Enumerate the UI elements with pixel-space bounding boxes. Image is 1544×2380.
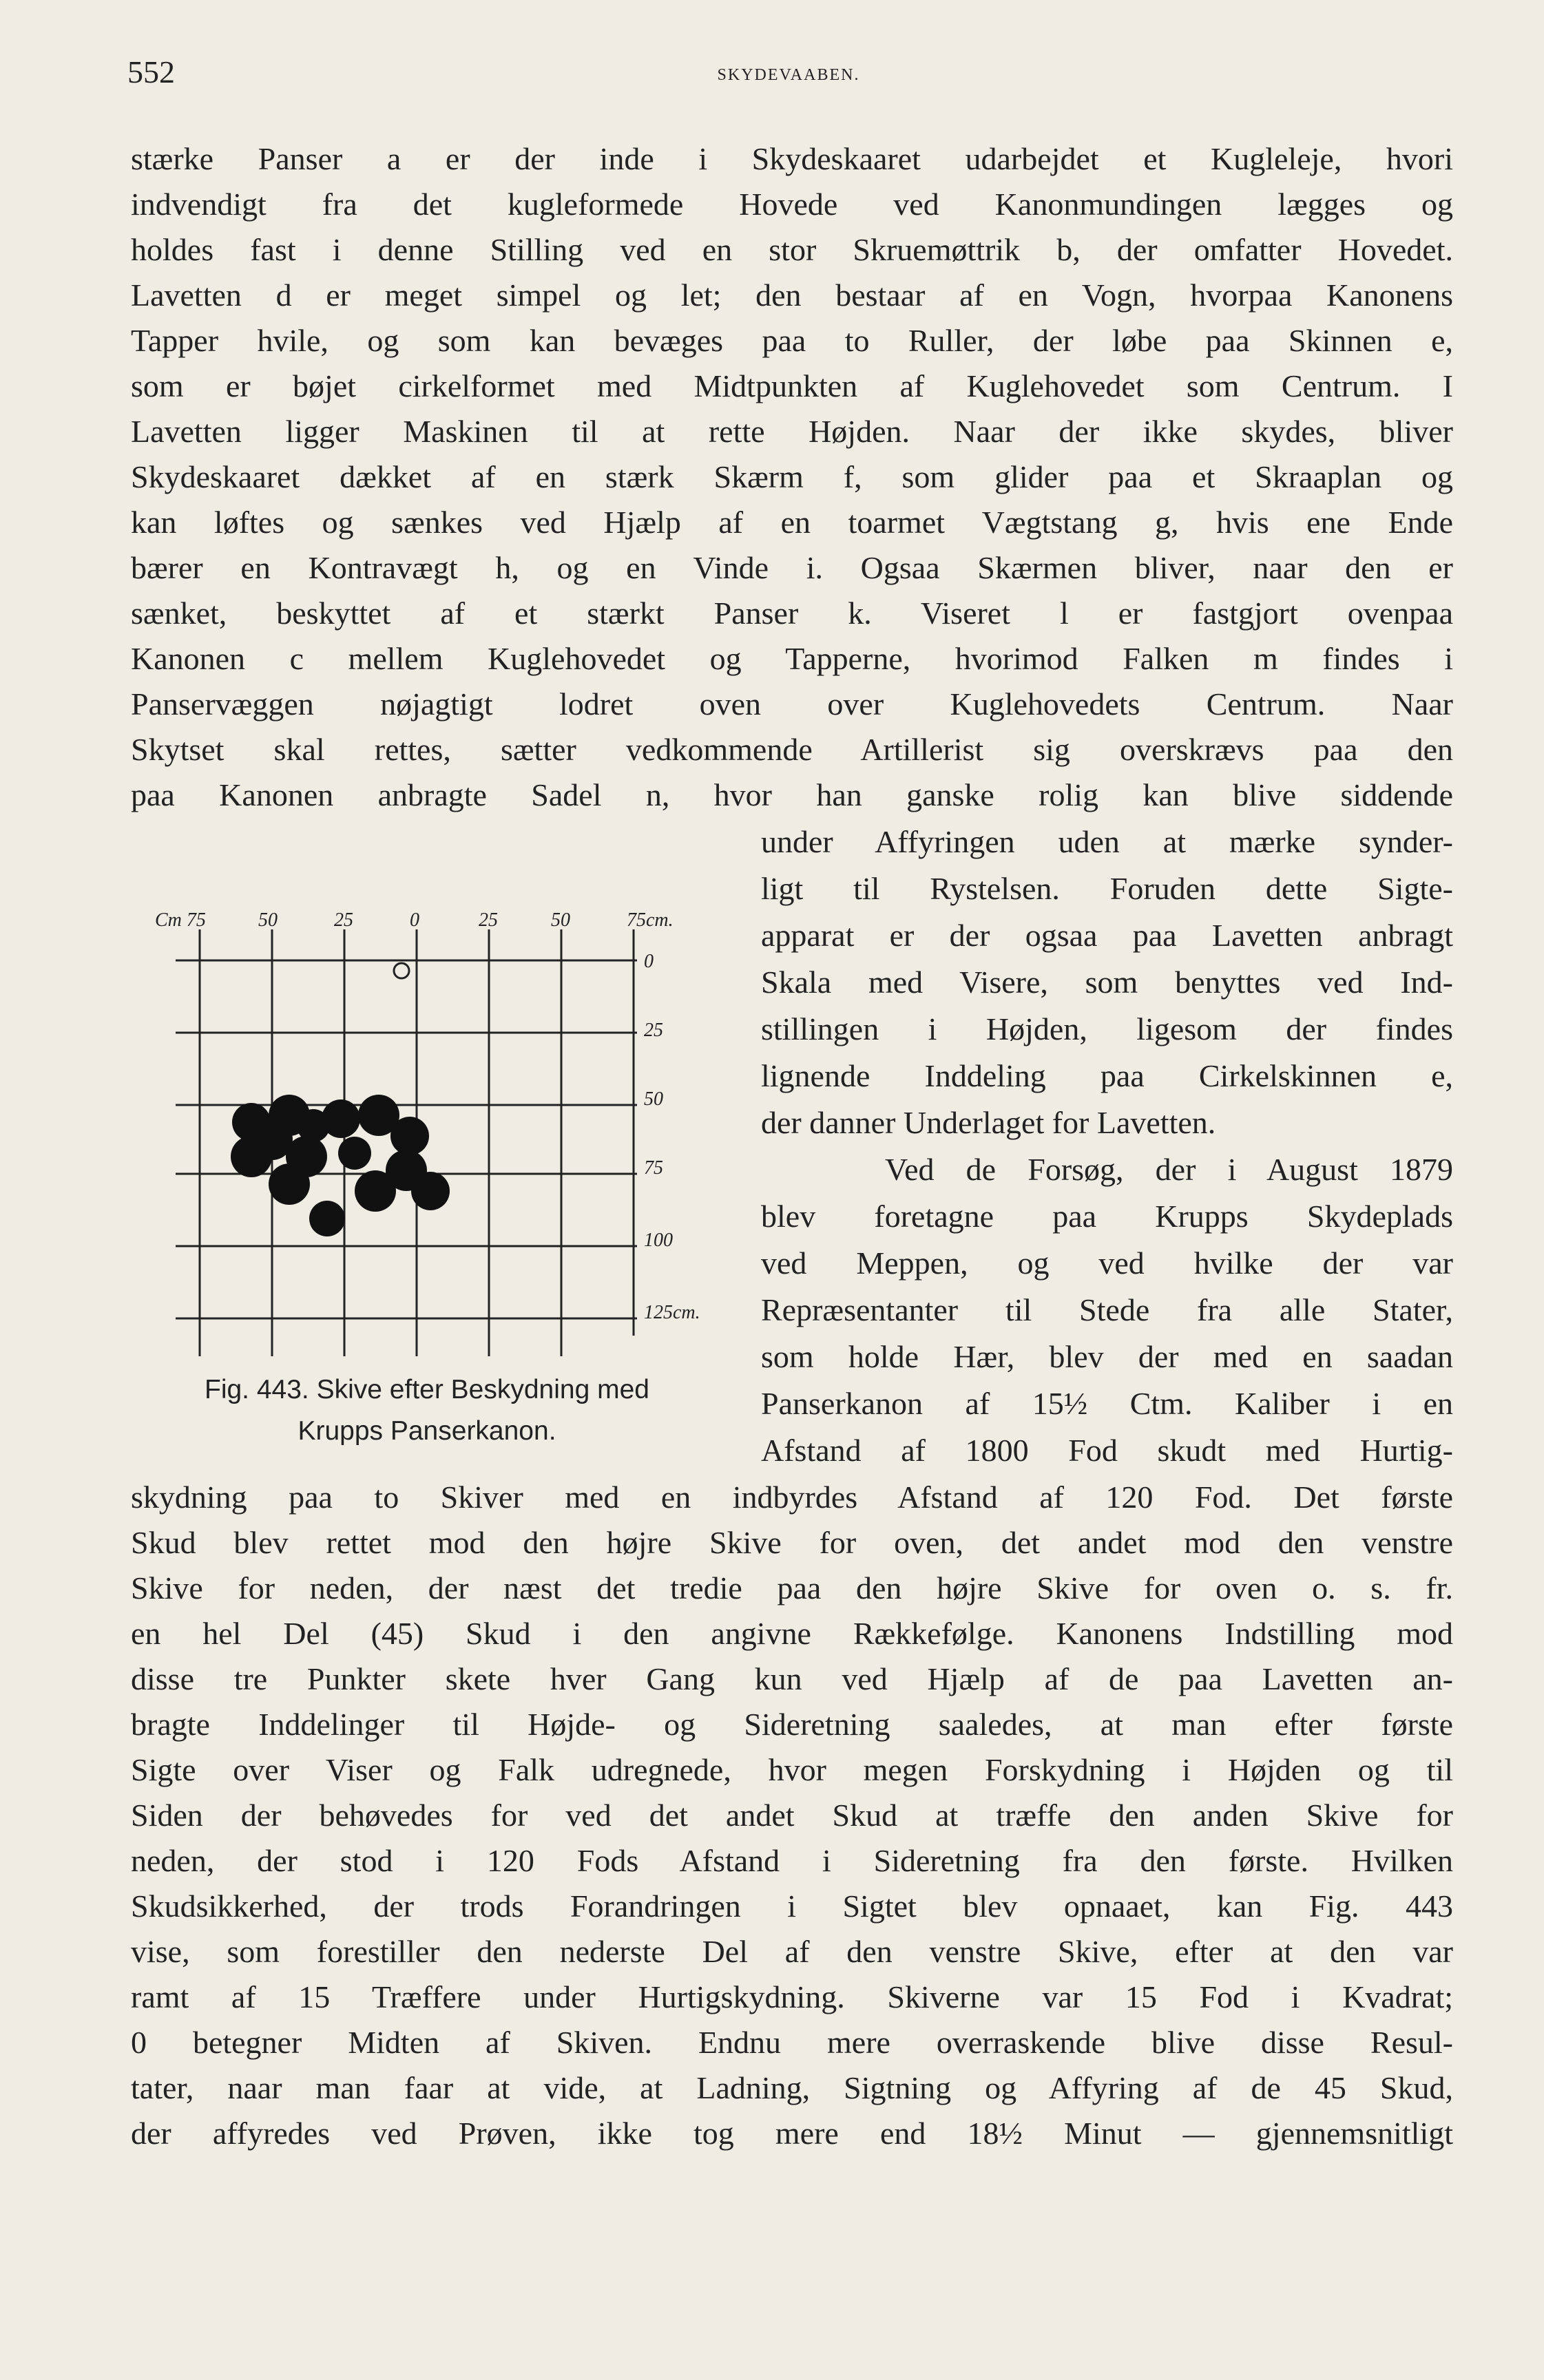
- text-line: stærke Panser a er der inde i Skydeskaaret udarbejdet et Kugleleje, hvori: [131, 141, 1453, 176]
- text-line: kan løftes og sænkes ved Hjælp af en toarmet Vægtstang g, hvis ene Ende: [131, 505, 1453, 540]
- text-line: en hel Del (45) Skud i den angivne Rækkefølge. Kanonens Indstilling mod: [131, 1616, 1453, 1651]
- figure-caption: Fig. 443. Skive efter Beskydning med: [205, 1375, 649, 1404]
- text-line: Skydeskaaret dækket af en stærk Skærm f, som glider paa et Skraaplan og: [131, 459, 1453, 494]
- text-line: Tapper hvile, og som kan bevæges paa to Ruller, der løbe paa Skinnen e,: [131, 323, 1453, 358]
- text-line: Repræsentanter til Stede fra alle Stater,: [761, 1292, 1453, 1327]
- axis-label: 50: [551, 909, 570, 931]
- text-line: indvendigt fra det kugleformede Hovede ved Kanonmundingen lægges og: [131, 187, 1453, 222]
- axis-label: 0: [410, 909, 419, 931]
- target-grid: [134, 888, 740, 1370]
- axis-label: 100: [644, 1230, 673, 1251]
- text-line: blev foretagne paa Krupps Skydeplads: [761, 1199, 1453, 1234]
- text-line: under Affyringen uden at mærke synder-: [761, 824, 1453, 859]
- axis-label: 75: [644, 1157, 663, 1179]
- text-line: Siden der behøvedes for ved det andet Skud at træffe den anden Skive for: [131, 1798, 1453, 1833]
- text-line: Afstand af 1800 Fod skudt med Hurtig-: [761, 1433, 1453, 1468]
- axis-label: 25: [644, 1020, 663, 1041]
- text-line: bragte Inddelinger til Højde- og Sideretning saaledes, at man efter første: [131, 1707, 1453, 1742]
- running-head: SKYDEVAABEN.: [717, 66, 860, 84]
- axis-label: Cm 75: [155, 909, 206, 931]
- text-line: der affyredes ved Prøven, ikke tog mere end 18½ Minut — gjennemsnitligt: [131, 2116, 1453, 2151]
- text-line: ramt af 15 Træffere under Hurtigskydning. Skiverne var 15 Fod i Kvadrat;: [131, 1979, 1453, 2014]
- text-line: Panservæggen nøjagtigt lodret oven over Kuglehovedets Centrum. Naar: [131, 686, 1453, 722]
- text-line: Ved de Forsøg, der i August 1879: [885, 1152, 1453, 1187]
- text-line: som holde Hær, blev der med en saadan: [761, 1339, 1453, 1374]
- text-line: lignende Inddeling paa Cirkelskinnen e,: [761, 1058, 1453, 1093]
- text-line: 0 betegner Midten af Skiven. Endnu mere overraskende blive disse Resul-: [131, 2025, 1453, 2060]
- text-line: Skud blev rettet mod den højre Skive for oven, det andet mod den venstre: [131, 1525, 1453, 1560]
- text-line: Skudsikkerhed, der trods Forandringen i Sigtet blev opnaaet, kan Fig. 443: [131, 1888, 1453, 1924]
- text-line: ligt til Rystelsen. Foruden dette Sigte-: [761, 871, 1453, 906]
- figure-caption: Krupps Panserkanon.: [298, 1416, 556, 1446]
- text-line: Sigte over Viser og Falk udregnede, hvor megen Forskydning i Højden og til: [131, 1752, 1453, 1787]
- text-line: holdes fast i denne Stilling ved en stor Skruemøttrik b, der omfatter Hovedet.: [131, 232, 1453, 267]
- text-line: tater, naar man faar at vide, at Ladning, Sigtning og Affyring af de 45 Skud,: [131, 2070, 1453, 2105]
- text-line: vise, som forestiller den nederste Del af den venstre Skive, efter at den var: [131, 1934, 1453, 1969]
- text-line: Skive for neden, der næst det tredie paa den højre Skive for oven o. s. fr.: [131, 1570, 1453, 1605]
- text-line: Panserkanon af 15½ Ctm. Kaliber i en: [761, 1386, 1453, 1421]
- axis-label: 50: [258, 909, 278, 931]
- text-line: skydning paa to Skiver med en indbyrdes Afstand af 120 Fod. Det første: [131, 1479, 1453, 1515]
- text-line: apparat er der ogsaa paa Lavetten anbragt: [761, 918, 1453, 953]
- text-line: ved Meppen, og ved hvilke der var: [761, 1245, 1453, 1281]
- text-line: neden, der stod i 120 Fods Afstand i Sideretning fra den første. Hvilken: [131, 1843, 1453, 1878]
- target-figure: [134, 888, 740, 1439]
- axis-label: 25: [479, 909, 498, 931]
- page-number: 552: [127, 54, 175, 89]
- page-header: [127, 54, 1450, 102]
- text-line: bærer en Kontravægt h, og en Vinde i. Ogsaa Skærmen bliver, naar den er: [131, 550, 1453, 585]
- text-line: sænket, beskyttet af et stærkt Panser k. Viseret l er fastgjort ovenpaa: [131, 596, 1453, 631]
- axis-label: 50: [644, 1088, 663, 1110]
- axis-label: 125cm.: [644, 1302, 700, 1323]
- text-line: Lavetten ligger Maskinen til at rette Højden. Naar der ikke skydes, bliver: [131, 414, 1453, 449]
- text-line: Lavetten d er meget simpel og let; den bestaar af en Vogn, hvorpaa Kanonens: [131, 277, 1453, 313]
- axis-label: 75cm.: [627, 909, 674, 931]
- text-line: disse tre Punkter skete hver Gang kun ved Hjælp af de paa Lavetten an-: [131, 1661, 1453, 1696]
- text-line: paa Kanonen anbragte Sadel n, hvor han ganske rolig kan blive siddende: [131, 777, 1453, 812]
- text-line: stillingen i Højden, ligesom der findes: [761, 1011, 1453, 1046]
- text-line: Kanonen c mellem Kuglehovedet og Tapperne, hvorimod Falken m findes i: [131, 641, 1453, 676]
- axis-label: 25: [334, 909, 353, 931]
- text-line: der danner Underlaget for Lavetten.: [761, 1105, 1216, 1140]
- text-line: Skala med Visere, som benyttes ved Ind-: [761, 965, 1453, 1000]
- text-line: Skytset skal rettes, sætter vedkommende Artillerist sig overskrævs paa den: [131, 732, 1453, 767]
- text-line: som er bøjet cirkelformet med Midtpunkten af Kuglehovedet som Centrum. I: [131, 368, 1453, 403]
- axis-label: 0: [644, 951, 654, 972]
